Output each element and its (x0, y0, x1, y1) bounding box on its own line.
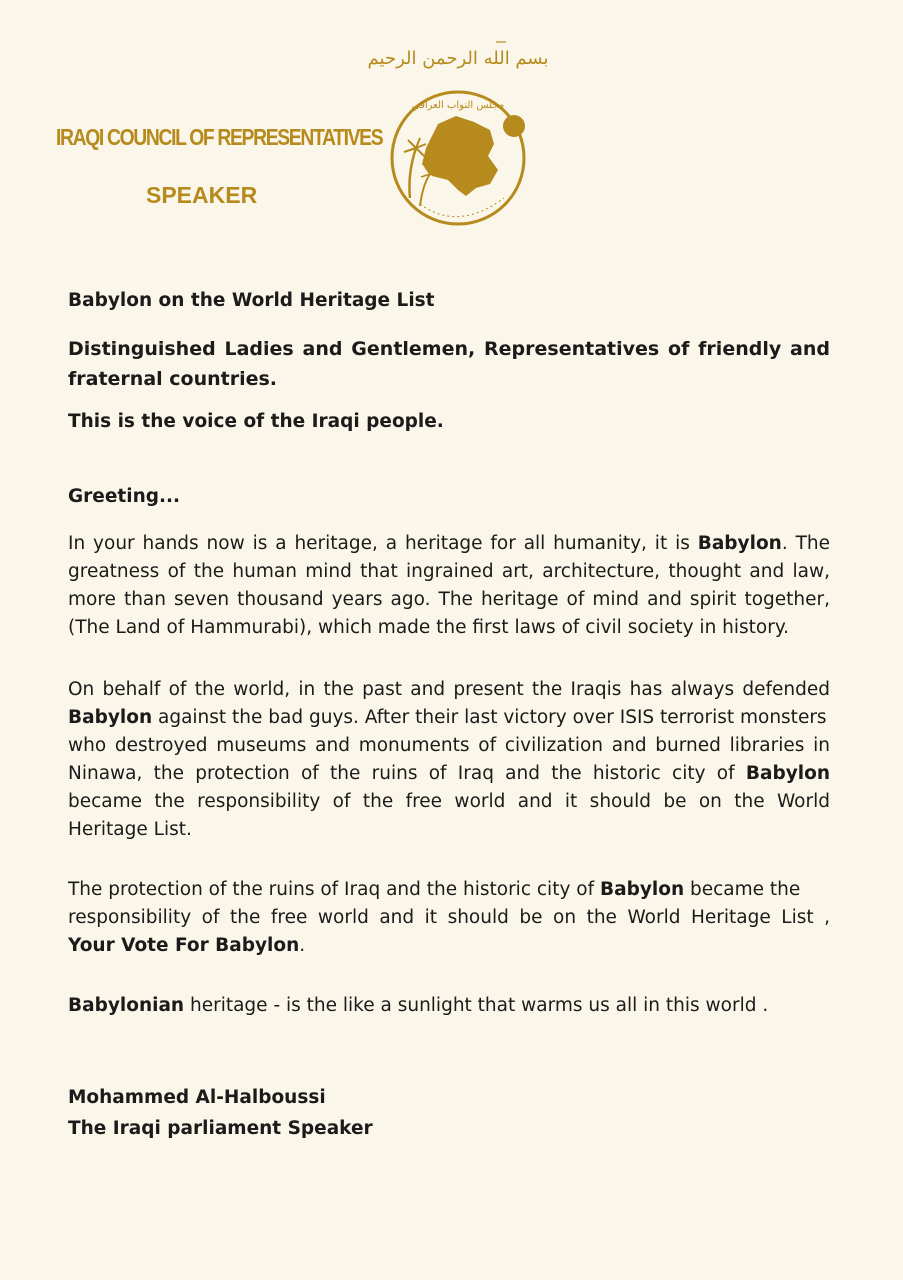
paragraph-2 (68, 676, 830, 844)
paragraph-line: (The Land of Hammurabi), which made the first laws of civil society in history. (68, 617, 790, 638)
paragraph-line (68, 760, 830, 788)
svg-text:بسم الله الرحمن الرحيم: بسم الله الرحمن الرحيم (367, 48, 549, 69)
paragraph-line: responsibility of the free world and it should be on the World Heritage List , (68, 907, 830, 928)
vote-call: Your Vote For Babylon (68, 935, 300, 956)
basmala-calligraphy (367, 36, 549, 78)
paragraph-line: became the responsibility of the free world and it should be on the World (68, 791, 830, 812)
iraq-map-seal-icon (386, 86, 530, 230)
text-run: In your hands now is a heritage, a heritage for all humanity, it is (68, 533, 690, 554)
paragraph-line: Heritage List. (68, 819, 192, 840)
paragraph-line: greatness of the human mind that ingrained art, architecture, thought and law, (68, 561, 830, 582)
text-run: became the (684, 879, 801, 900)
salutation (68, 334, 830, 394)
signature-block (68, 1082, 830, 1144)
babylon-emphasis: Babylon (600, 879, 685, 900)
svg-text:مجلس النواب العراقي: مجلس النواب العراقي (411, 100, 505, 111)
paragraph-line (68, 704, 830, 732)
paragraph-4 (68, 992, 830, 1020)
text-run: Ninawa, the protection of the ruins of Iraq and the historic city of (68, 763, 735, 784)
text-run: The protection of the ruins of Iraq and the historic city of (68, 879, 595, 900)
paragraph-line: more than seven thousand years ago. The heritage of mind and spirit together, (68, 589, 830, 610)
organization-role: SPEAKER (146, 182, 258, 208)
letter-title: Babylon on the World Heritage List (68, 290, 435, 311)
babylon-emphasis: Babylon (697, 533, 782, 554)
organization-name: IRAQI COUNCIL OF REPRESENTATIVES (56, 124, 383, 150)
text-run: . (299, 935, 306, 956)
greeting: Greeting... (68, 486, 181, 507)
paragraph-line: On behalf of the world, in the past and present the Iraqis has always defended (68, 679, 830, 700)
babylon-emphasis: Babylon (68, 707, 153, 728)
paragraph-line (68, 876, 830, 904)
babylonian-emphasis: Babylonian (68, 995, 185, 1016)
salutation-line: Distinguished Ladies and Gentlemen, Representatives of friendly and (68, 338, 830, 360)
paragraph-1 (68, 530, 830, 642)
paragraph-line (68, 932, 830, 960)
text-run: heritage - is the like a sunlight that warms us all in this world . (184, 995, 769, 1016)
paragraph-line: who destroyed museums and monuments of civilization and burned libraries in (68, 735, 830, 756)
paragraph-line (68, 530, 830, 558)
paragraph-3 (68, 876, 830, 960)
text-run: . The (781, 533, 830, 554)
babylon-emphasis: Babylon (745, 763, 830, 784)
signatory-title: The Iraqi parliament Speaker (68, 1118, 373, 1139)
signatory-name: Mohammed Al-Halboussi (68, 1087, 326, 1108)
salutation-line: fraternal countries. (68, 368, 278, 390)
paragraph-line (68, 992, 830, 1020)
voice-statement: This is the voice of the Iraqi people. (68, 411, 444, 432)
text-run: against the bad guys. After their last victory over ISIS terrorist monsters (152, 707, 827, 728)
